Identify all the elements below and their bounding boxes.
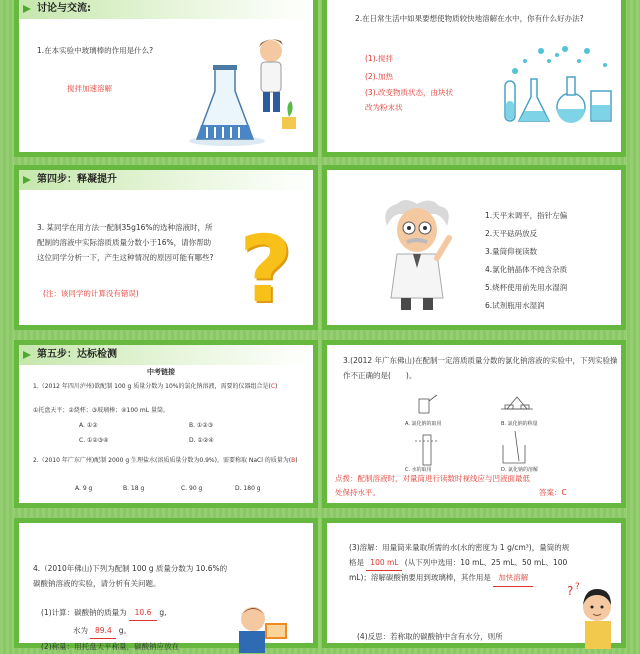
student-computer-illustration (229, 603, 289, 653)
option-d: D. ①②④ (189, 437, 214, 444)
question-2-close: ) (295, 457, 298, 464)
explanation-text: 点拨：配制溶液时，对量筒进行读数时视线应与凹液面最低处保持水平。 (335, 474, 530, 497)
slide-discussion-1 (14, 0, 318, 157)
question-1-close: ) (275, 383, 278, 390)
reason-1: 1.天平未调平，指针左偏 (485, 211, 568, 220)
q2-option-a: A. 9 g (75, 485, 93, 492)
water-line (73, 623, 131, 639)
reason-4: 4.氯化钠晶体不纯含杂质 (485, 265, 568, 274)
question-text: 3. 某同学在用方法一配制35g16%的选种溶液时，所配制的溶液中实际溶质质量分数小于16%，请你帮助这位同学分析一下，产生这种情况的原因可能有哪些? (37, 223, 214, 262)
water-label: 水为 (73, 626, 88, 635)
svg-text:?: ? (567, 584, 574, 598)
option-b: B. ①②③ (189, 422, 214, 429)
question-text: 2.在日常生活中如果要想使物质较快地溶解在水中，你有什么好办法? (355, 14, 584, 23)
q2-option-b: B. 18 g (123, 485, 145, 492)
reflection-text: (4)反思：若称取的碳酸钠中含有水分，则所 (357, 632, 503, 641)
lab-glassware-illustration (495, 41, 615, 131)
option-c: C. ①②③④ (79, 437, 109, 444)
image-label-b: B. 氯化钠的称量 (501, 421, 538, 427)
slide-discussion-2 (322, 0, 626, 157)
calc-value: 10.6 (129, 605, 157, 621)
q2-option-d: D. 180 g (235, 485, 261, 492)
step-2-text: (2)称量：用托盘天平称量，碳酸钠应放在 (41, 642, 180, 651)
slide-header: 第四步：释凝提升 (19, 170, 313, 190)
question-1-text: 1.（2012 年四川泸州)欲配制 100 g 质量分数为 10%的氯化钠溶液，需要的仪器组合是( (33, 383, 271, 390)
slide-header: 讨论与交流: (19, 0, 313, 19)
question-2-answer: B (291, 457, 296, 464)
slide-header: 第五步：达标检测 (19, 345, 313, 365)
reason-2: 2.天平砝码放反 (485, 229, 538, 238)
dissolve-paragraph (349, 541, 571, 587)
image-label-c: C. 水的取用 (405, 467, 432, 473)
image-label-d: D. 氯化钠的溶解 (501, 467, 539, 473)
question-1 (33, 381, 305, 392)
reason-6: 6.试剂瓶用水湿润 (485, 301, 545, 310)
einstein-scientist-illustration (377, 198, 457, 313)
question-2-text: 2.（2010 年广东广州)配制 2000 g 生理盐水(溶质质量分数为0.9%)，需要称取 NaCl 的质量为( (33, 457, 292, 464)
dissolve-label: (3)溶解：用量筒来量取所需的水(水的密度为 1 g/cm³)，量筒的规格是 (349, 543, 570, 567)
calc-line (41, 605, 167, 621)
calc-label: (1)计算：碳酸钠的质量为 (41, 608, 127, 617)
cylinder-value: 100 mL (366, 556, 402, 572)
question-text: 3.(2012 年广东佛山)在配制一定溶质质量分数的氯化钠溶液的实验中，下列实验操作不正确的是( )。 (343, 356, 618, 380)
slide-step-four (14, 165, 318, 330)
question-text: 1.在本实验中玻璃棒的作用是什么? (37, 46, 154, 55)
thinking-boy-illustration (563, 579, 621, 649)
water-unit: g。 (118, 626, 132, 635)
calc-unit: g, (159, 608, 167, 617)
options-text: (从下列中选用：10 mL、25 mL、50 mL、100 mL)；溶解碳酸钠要用到玻璃棒，其作用是 (349, 557, 568, 582)
note-text: (注：该同学的计算没有错误) (43, 289, 139, 298)
lab-operations-diagram (407, 391, 557, 471)
question-1-items: ①托盘天平；②烧杯；③玻璃棒；④100 mL 量筒。 (33, 407, 169, 414)
question-2 (33, 455, 305, 466)
section-subtitle: 中考链接 (147, 368, 175, 376)
scientist-lab-illustration (187, 29, 307, 149)
rod-value: 加快溶解 (493, 571, 533, 587)
answer-1: (1).搅拌 (365, 54, 394, 63)
slide-exam-question-4-continued (322, 518, 626, 648)
image-label-a: A. 氯化钠的取用 (405, 421, 442, 427)
answer-3: (3).改变物质状态，由块状改为粉末状 (365, 88, 454, 112)
answer-2: (2).加热 (365, 72, 394, 81)
slide-exam-question-3 (322, 340, 626, 508)
slide-step-five (14, 340, 318, 508)
question-text: 4.（2010年佛山)下列为配制 100 g 质量分数为 10.6%的 碳酸钠溶液的实验，请分析有关问题。 (33, 564, 235, 588)
reason-3: 3.量筒仰视读数 (485, 247, 538, 256)
question-mark-icon: ? (239, 216, 293, 323)
answer-text: 答案：C (539, 488, 567, 497)
svg-text:?: ? (575, 582, 580, 592)
reason-5: 5.烧杯使用前先用水湿润 (485, 283, 568, 292)
option-a: A. ①② (79, 422, 98, 429)
q2-option-c: C. 90 g (181, 485, 203, 492)
slide-reasons (322, 165, 626, 330)
answer-text: 搅拌加速溶解 (67, 84, 112, 93)
question-1-answer: C (270, 383, 276, 390)
water-value: 89.4 (90, 623, 116, 639)
slide-exam-question-4 (14, 518, 318, 651)
